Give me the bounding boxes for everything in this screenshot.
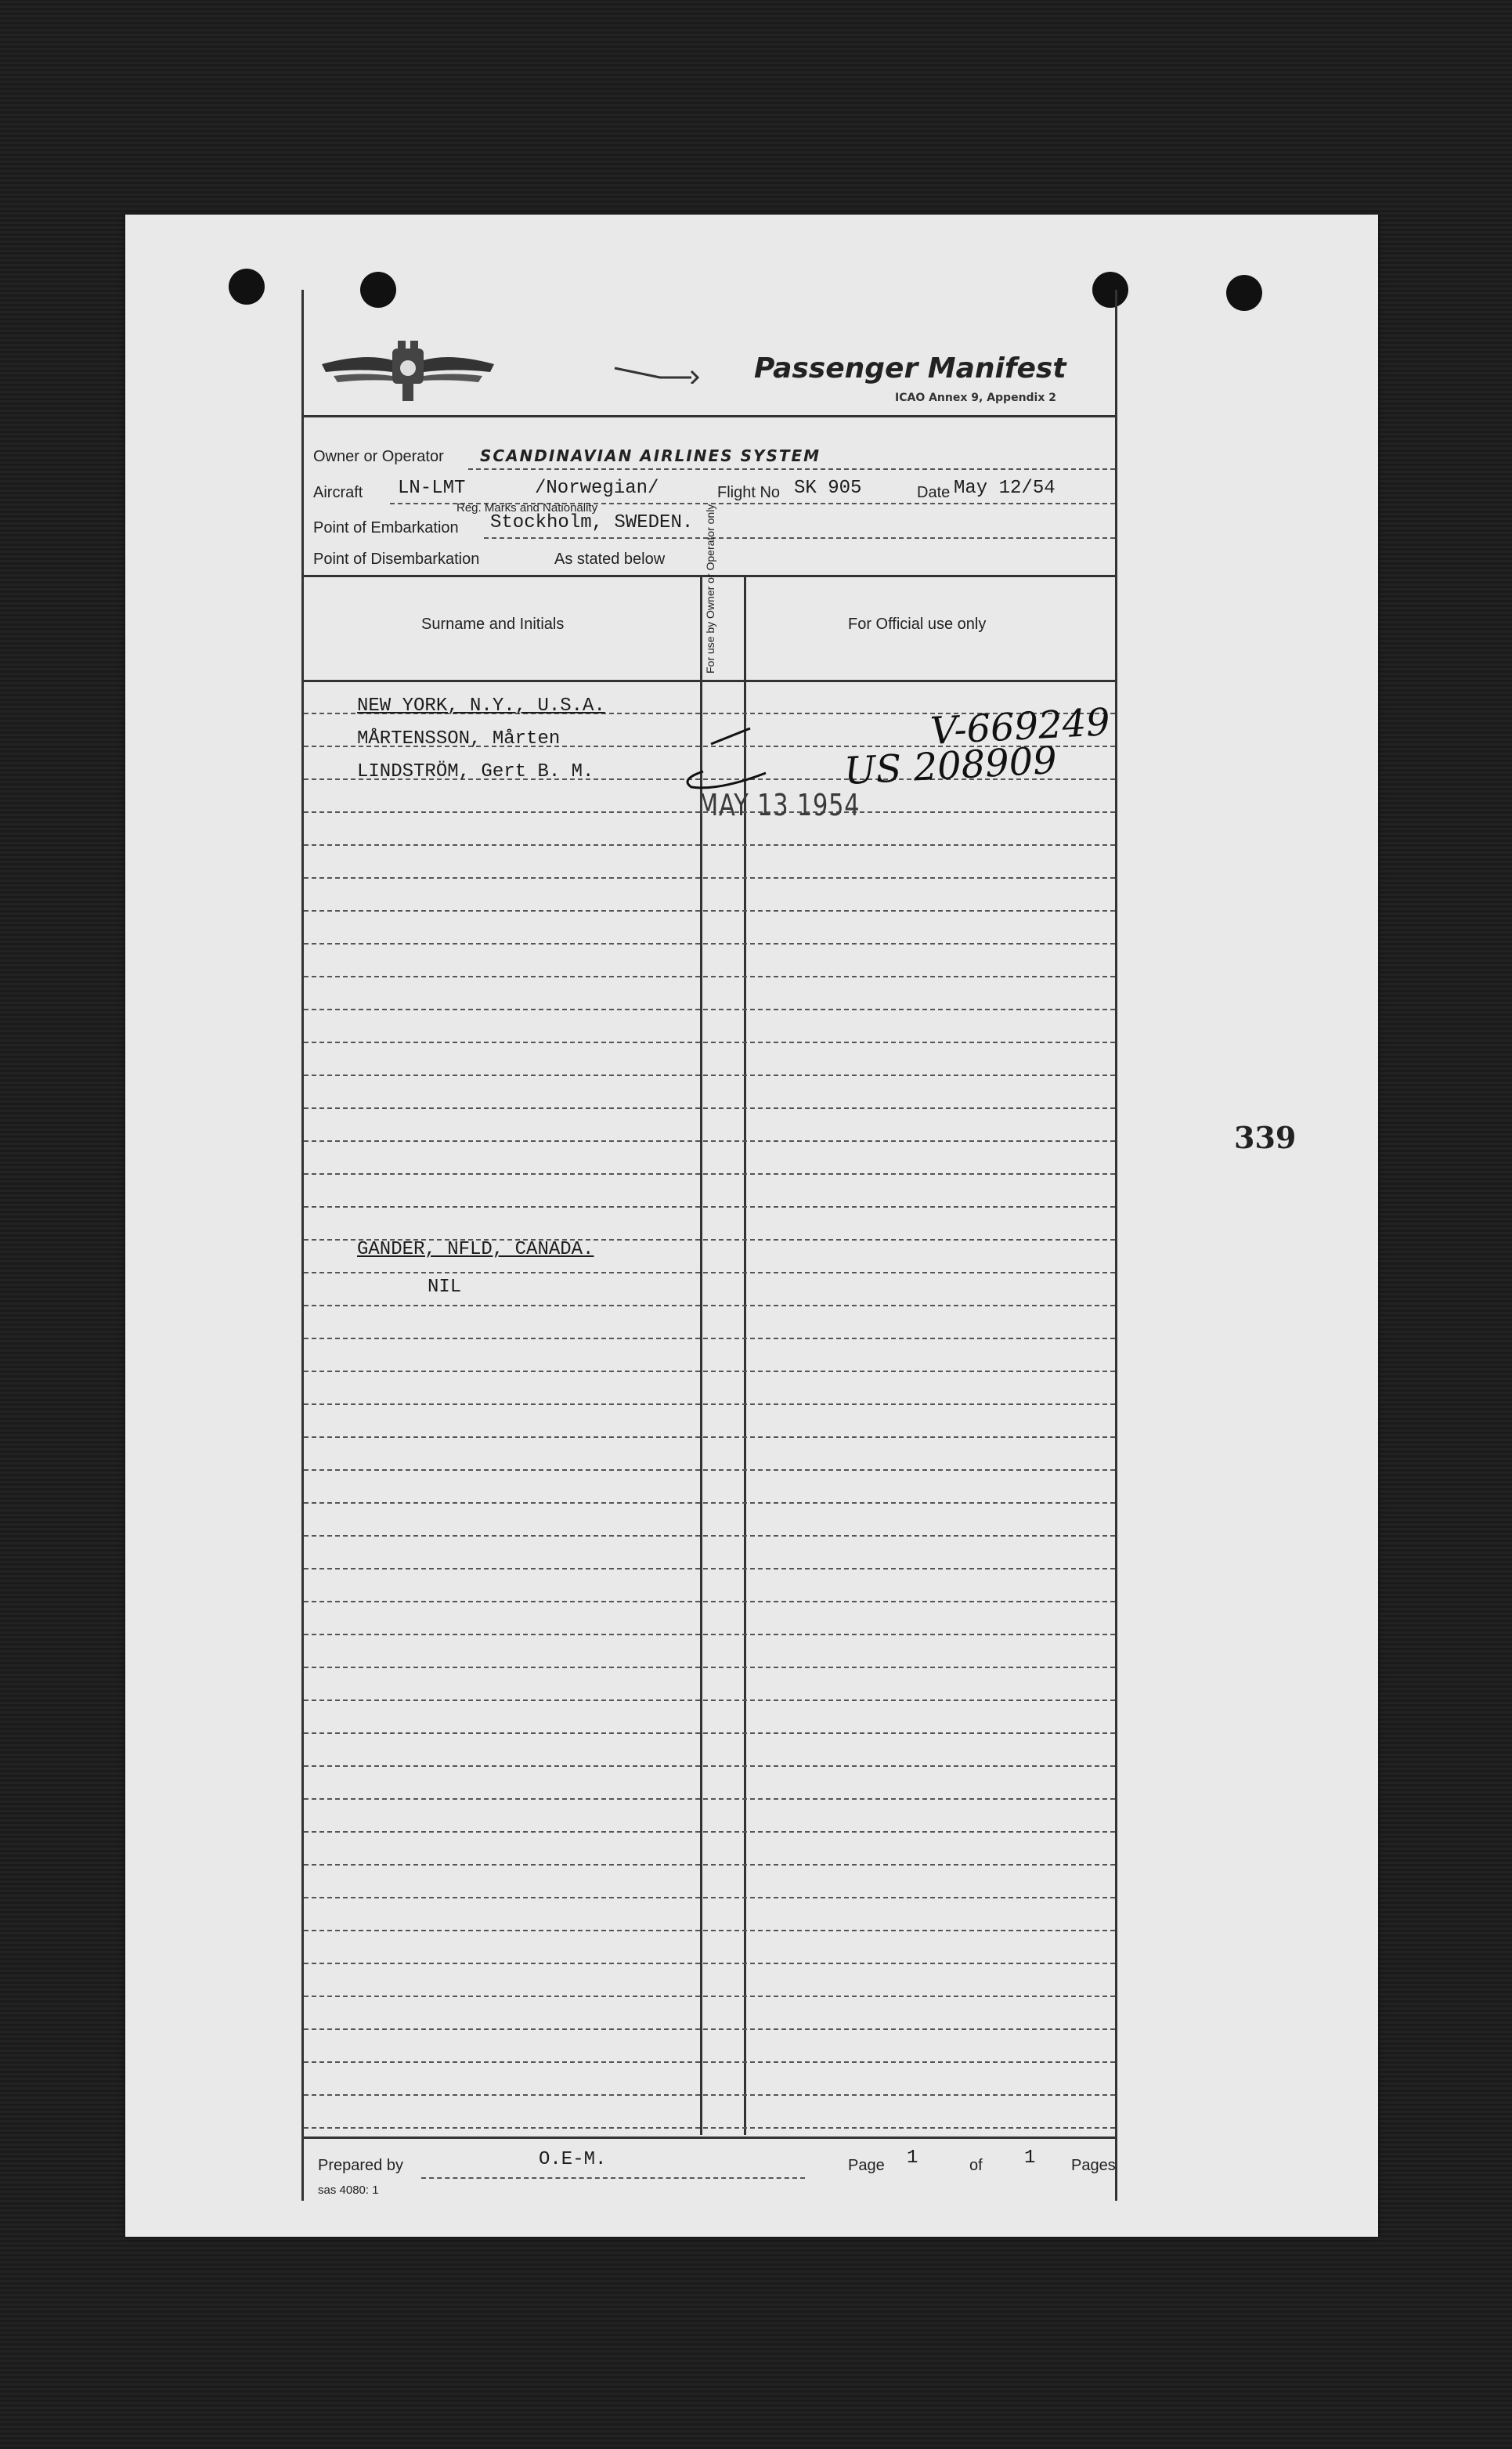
row-rule [304, 1568, 1115, 1569]
side-number: 339 [1234, 1120, 1297, 1155]
destination-entry: NEW YORK, N.Y., U.S.A. [357, 695, 605, 717]
row-rule [304, 1305, 1115, 1306]
row-rule [304, 1831, 1115, 1833]
disembarkation-value: As stated below [554, 551, 666, 568]
embarkation-value: Stockholm, SWEDEN. [490, 512, 694, 533]
official-note: V-669249 [929, 700, 1112, 753]
row-rule [304, 877, 1115, 879]
col-official-header: For Official use only [848, 616, 987, 633]
row-rule [304, 1206, 1115, 1208]
aircraft-nationality: /Norwegian/ [535, 478, 659, 499]
row-rule [304, 1338, 1115, 1339]
row-rule [304, 1107, 1115, 1109]
row-rule [304, 2028, 1115, 2030]
row-rule [304, 2127, 1115, 2129]
row-rule [304, 1732, 1115, 1734]
row-rule [304, 1864, 1115, 1866]
row-rule [304, 2061, 1115, 2063]
divider [304, 2137, 1115, 2139]
checkmark-scribble [672, 724, 828, 795]
prepared-value: O.E-M. [539, 2149, 607, 2170]
col-surname-header: Surname and Initials [421, 616, 565, 633]
official-note: US 208909 [843, 738, 1059, 794]
page-value: 1 [907, 2147, 918, 2169]
row-rule [304, 1009, 1115, 1010]
date-value: May 12/54 [954, 478, 1056, 499]
row-rule [304, 1699, 1115, 1701]
row-rule [304, 1634, 1115, 1635]
destination-entry: GANDER, NFLD, CANADA. [357, 1239, 594, 1260]
prepared-label: Prepared by [318, 2157, 403, 2174]
reg-note: Reg. Marks and Nationality [456, 501, 598, 515]
flight-value: SK 905 [794, 478, 862, 499]
arrow-mark [613, 360, 699, 384]
field-underline [421, 2177, 805, 2179]
form-title: Passenger Manifest [754, 352, 1066, 385]
embarkation-label: Point of Embarkation [313, 519, 459, 536]
date-label: Date [917, 484, 951, 501]
row-rule [304, 1042, 1115, 1043]
row-rule [304, 910, 1115, 912]
field-underline [484, 537, 1115, 539]
field-underline [468, 468, 1115, 470]
row-rule [304, 1272, 1115, 1273]
punch-hole [1226, 275, 1262, 311]
airline-crest-logo [318, 337, 498, 407]
aircraft-reg: LN-LMT [398, 478, 466, 499]
row-rule [304, 1502, 1115, 1504]
row-rule [304, 1601, 1115, 1602]
owner-value: SCANDINAVIAN AIRLINES SYSTEM [480, 446, 821, 465]
row-rule [304, 1996, 1115, 1997]
row-rule [304, 844, 1115, 846]
row-rule [304, 1436, 1115, 1438]
row-rule [304, 943, 1115, 945]
row-rule [304, 1173, 1115, 1175]
flight-label: Flight No [717, 484, 781, 501]
owner-label: Owner or Operator [313, 448, 444, 465]
divider [304, 415, 1115, 417]
row-rule [304, 976, 1115, 977]
row-rule [304, 1371, 1115, 1372]
row-rule [304, 1140, 1115, 1142]
row-rule [304, 1963, 1115, 1964]
pages-value: 1 [1024, 2147, 1036, 2169]
row-rule [304, 1403, 1115, 1405]
aircraft-label: Aircraft [313, 484, 363, 501]
row-rule [304, 1897, 1115, 1898]
col-owner-use-header: For use by Owner or Operator only [704, 504, 716, 674]
header-bottom-rule [304, 680, 1115, 682]
row-rule [304, 1930, 1115, 1931]
form-subtitle: ICAO Annex 9, Appendix 2 [895, 392, 1057, 404]
row-rule [304, 1798, 1115, 1800]
form-code: sas 4080: 1 [318, 2184, 379, 2197]
punch-hole [229, 269, 265, 305]
of-label: of [969, 2157, 983, 2174]
passenger-entry: MÅRTENSSON, Mårten [357, 728, 561, 750]
passenger-entry: LINDSTRÖM, Gert B. M. [357, 761, 594, 782]
row-rule [304, 1469, 1115, 1471]
row-rule [304, 1667, 1115, 1668]
disembarkation-label: Point of Disembarkation [313, 551, 480, 568]
date-stamp: MAY 13 1954 [698, 788, 861, 822]
manifest-form [301, 290, 1117, 2201]
pages-label: Pages [1071, 2157, 1116, 2174]
row-rule [304, 1765, 1115, 1767]
row-rule [304, 1075, 1115, 1076]
row-rule [304, 1535, 1115, 1537]
page-label: Page [848, 2157, 885, 2174]
nil-entry: NIL [428, 1277, 462, 1298]
row-rule [304, 2094, 1115, 2096]
